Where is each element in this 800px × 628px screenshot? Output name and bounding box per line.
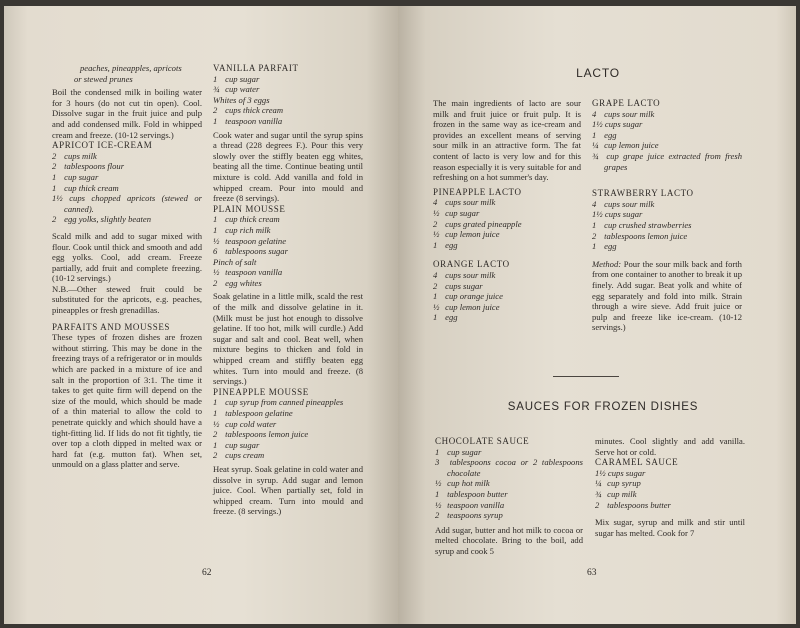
sauces-heading: SAUCES FOR FROZEN DISHES <box>507 401 699 413</box>
ingredient-line: 2 tablespoons lemon juice <box>213 429 309 440</box>
ingredient-line: 1½ cups sugar <box>592 119 643 130</box>
ingredient-line: ¾ cup grape juice extracted from fresh grapes <box>592 150 743 172</box>
ingredient-line: 1 cup sugar <box>435 446 482 457</box>
ingredient-line: ¾ cup water <box>213 84 260 95</box>
chocolate-sauce-method: Add sugar, butter and hot milk to cocoa or melted chocolate. Bring to the boil, add syrup and cook 5 <box>435 524 583 556</box>
right-column-2 <box>592 98 742 333</box>
ingredient-line: ½ cup sugar <box>433 207 480 218</box>
plain-mousse-ingredients <box>213 214 363 288</box>
continued-ingredients <box>52 63 202 84</box>
strawberry-lacto-ingredients <box>592 199 742 252</box>
ingredient-line: 3 tablespoons cocoa or 2 tablespoons chocolate <box>435 457 583 478</box>
pineapple-mousse-title: PINEAPPLE MOUSSE <box>213 386 309 397</box>
ingredient-line: 2 egg whites <box>213 277 262 288</box>
ingredient-line: 2 tablespoons butter <box>595 499 671 510</box>
ingredient-line: ½ cup lemon juice <box>433 301 500 312</box>
parfaits-text: These types of frozen dishes are frozen without stirring. This may be done in the freezing trays of a refrigerator or in moulds which are packed in a mixture of ice and salt in the proportion of 3:1. The time it takes to get quite firm will depend on the size of the mould, which should be made of a thin material to allow the cold to penetrate quickly and which should have a tight-fitting lid. If lids do not fit tightly, tie over top a cloth dipped in melted wax or hard fat (e.g. mutton fat). When set, unmould on a glass platter and serve. <box>52 332 202 470</box>
ingredient-line: 2 egg yolks, slightly beaten <box>52 214 152 225</box>
vanilla-ingredients <box>213 74 363 127</box>
chocolate-sauce-method-continued: minutes. Cool slightly and add vanilla. Serve hot or cold. <box>595 436 745 457</box>
ingredient-line: ½ cup cold water <box>213 418 277 429</box>
ingredient-line: 1 cup sugar <box>213 73 260 84</box>
ingredient-line: 4 cups sour milk <box>433 269 496 280</box>
caramel-sauce-column <box>595 436 745 538</box>
lacto-heading: LACTO <box>576 66 620 80</box>
apricot-ingredients <box>52 151 202 225</box>
strawberry-lacto-method <box>592 259 742 333</box>
apricot-method: Scald milk and add to sugar mixed with flour. Cook until thick and smooth and add egg yolks. Cool, add cream. Freeze partially, add fruit and complete freezing. (10-12 servings.) <box>52 230 202 284</box>
pineapple-lacto-ingredients <box>433 197 581 250</box>
caramel-sauce-title: CARAMEL SAUCE <box>595 457 679 468</box>
plain-mousse-method: Soak gelatine in a little milk, scald the rest of the milk and dissolve gelatine in it. (Milk must be just hot enough to dissolve gelatine. If too hot, milk will curdle.) Add sugar and salt and cool. Beat well, when mixture begins to thicken and fold in whipped cream and stiffly beaten egg whites. Turn into mould and freeze. (8 servings.) <box>213 291 363 387</box>
ingredient-line: 1½ cups sugar <box>595 467 646 478</box>
grape-lacto-ingredients <box>592 109 742 173</box>
plain-mousse-title: PLAIN MOUSSE <box>213 203 286 214</box>
ingredient-line: 2 tablespoons lemon juice <box>592 230 688 241</box>
ingredient-line: ½ cup hot milk <box>435 478 490 489</box>
ingredient-line: 1 cup syrup from canned pineapples <box>213 397 344 408</box>
orange-lacto-title: ORANGE LACTO <box>433 259 510 270</box>
pineapple-mousse-method: Heat syrup. Soak gelatine in cold water and dissolve in syrup. Add sugar and lemon juice. Cool. When partially set, fold in whipped cream. Turn into mould and freeze. (8 servings.) <box>213 463 363 517</box>
lacto-intro: The main ingredients of lacto are sour milk and fruit juice or fruit pulp. It is frozen in the same way as ice-cream and provides an excellent means of serving sour milk in an attractive form. The fat content of lacto is very low and for this reason especially it is very suitable for and refreshing on a hot summer's day. <box>433 98 581 183</box>
ingredient-line: 2 teaspoons syrup <box>435 510 503 521</box>
ingredient-line: 2 cups milk <box>52 150 97 161</box>
ingredient-line: 2 tablespoons flour <box>52 161 125 172</box>
ingredient-line: 1½ cups chopped apricots (stewed or canned). <box>52 193 202 214</box>
ingredient-line: 2 cups grated pineapple <box>433 218 522 229</box>
ingredient-line: ¾ cup milk <box>595 488 637 499</box>
ingredient-line: 1 cup thick cream <box>52 182 119 193</box>
ingredient-line: ¼ cup lemon juice <box>592 140 659 151</box>
ingredient-line: Pinch of salt <box>213 256 257 267</box>
ingredient-line: peaches, pineapples, apricots <box>80 63 182 73</box>
ingredient-line: ½ teaspoon vanilla <box>435 499 505 510</box>
ingredient-line: 1 cup sugar <box>52 171 99 182</box>
pineapple-lacto-title: PINEAPPLE LACTO <box>433 186 522 197</box>
chocolate-sauce-column <box>435 436 583 557</box>
ingredient-line: 2 cups thick cream <box>213 105 284 116</box>
ingredient-line: 1 cup orange juice <box>433 291 503 302</box>
right-column-1 <box>433 98 581 326</box>
ingredient-line: 1 egg <box>433 239 458 250</box>
chocolate-sauce-ingredients <box>435 447 583 521</box>
section-divider <box>553 376 619 377</box>
ingredient-line: 4 cups sour milk <box>592 198 655 209</box>
vanilla-title: VANILLA PARFAIT <box>213 63 299 73</box>
ingredient-line: 1 tablespoon butter <box>435 488 508 499</box>
ingredient-line: 1 cup thick cream <box>213 214 280 225</box>
ingredient-line: 1 cup crushed strawberries <box>592 219 692 230</box>
apricot-title: APRICOT ICE-CREAM <box>52 140 153 151</box>
continued-method: Boil the condensed milk in boiling water for 3 hours (do not cut tin open). Cool. Dissolve sugar in the fruit juice and pulp and add condensed milk. Fold in whipped cream and freeze. (10-12 servings.) <box>52 87 202 140</box>
ingredient-line: 1 egg <box>592 241 617 252</box>
ingredient-line: 1½ cups sugar <box>592 209 643 220</box>
caramel-sauce-method: Mix sugar, syrup and milk and stir until sugar has melted. Cook for 7 <box>595 517 745 538</box>
caramel-sauce-ingredients <box>595 468 745 510</box>
page-number: 62 <box>202 568 212 578</box>
orange-lacto-ingredients <box>433 270 581 323</box>
ingredient-line: ½ cup lemon juice <box>433 229 500 240</box>
page-number: 63 <box>587 568 597 578</box>
left-page <box>4 6 398 624</box>
ingredient-line: ¼ cup syrup <box>595 478 641 489</box>
grape-lacto-title: GRAPE LACTO <box>592 98 661 108</box>
ingredient-line: 4 cups sour milk <box>592 108 655 119</box>
right-page <box>398 6 796 624</box>
ingredient-line: 2 cups sugar <box>433 280 483 291</box>
strawberry-lacto-title: STRAWBERRY LACTO <box>592 188 694 199</box>
parfaits-title: PARFAITS AND MOUSSES <box>52 321 171 332</box>
ingredient-line: 4 cups sour milk <box>433 197 496 208</box>
pineapple-mousse-ingredients <box>213 397 363 461</box>
ingredient-line: or stewed prunes <box>74 73 133 84</box>
apricot-note: N.B.—Other stewed fruit could be substituted for the apricots, e.g. peaches, pineapples or fresh grenadillas. <box>52 283 202 316</box>
method-label: Method: <box>592 258 622 269</box>
ingredient-line: ½ teaspoon gelatine <box>213 235 287 246</box>
ingredient-line: 1 egg <box>433 312 458 323</box>
ingredient-line: 6 tablespoons sugar <box>213 246 288 257</box>
ingredient-line: 2 cups cream <box>213 450 265 461</box>
ingredient-line: 1 cup sugar <box>213 439 260 450</box>
method-text: Pour the sour milk back and forth from one container to another to break it up finely. Add sugar. Beat yolk and white of egg separately and fold into milk. Strain through a wire sieve. Add fruit juice or pulp and freeze like ice-cream. (10-12 servings.) <box>592 258 742 333</box>
left-column-2 <box>213 63 363 517</box>
ingredient-line: 1 tablespoon gelatine <box>213 408 293 418</box>
ingredient-line: Whites of 3 eggs <box>213 94 270 105</box>
ingredient-line: 1 teaspoon vanilla <box>213 115 283 126</box>
vanilla-method: Cook water and sugar until the syrup spins a thread (228 degrees F.). Pour this very slowly over the stiffly beaten egg whites, beating all the time. Continue beating until mixture is cold. Add vanilla and fold in whipped cream. Pour into mould and freeze (8 servings). <box>213 129 363 204</box>
chocolate-sauce-title: CHOCOLATE SAUCE <box>435 436 530 446</box>
left-column-1 <box>52 63 202 470</box>
ingredient-line: 1 cup rich milk <box>213 224 271 235</box>
ingredient-line: ½ teaspoon vanilla <box>213 267 283 278</box>
ingredient-line: 1 egg <box>592 129 617 140</box>
